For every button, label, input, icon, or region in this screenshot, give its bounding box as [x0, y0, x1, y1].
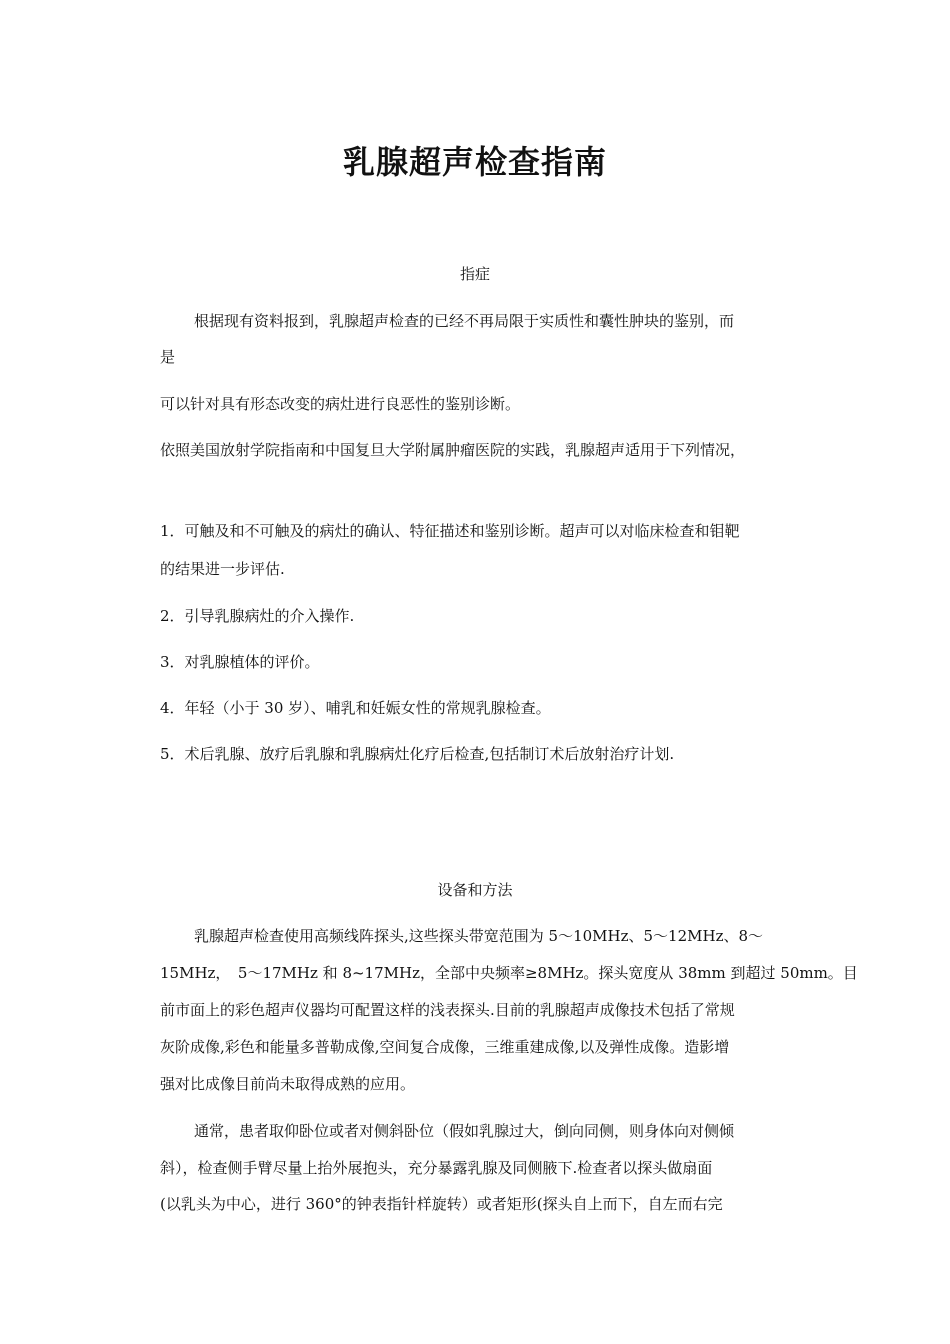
document-title: 乳腺超声检查指南 [342, 143, 607, 181]
paragraph-line: 乳腺超声检查使用高频线阵探头,这些探头带宽范围为 5～10MHz、5～12MHz、8～ [194, 927, 764, 945]
paragraph-line: 通常，患者取仰卧位或者对侧斜卧位（假如乳腺过大，倒向同侧，则身体向对侧倾 [194, 1122, 735, 1140]
list-item-line: 5．术后乳腺、放疗后乳腺和乳腺病灶化疗后检查,包括制订术后放射治疗计划. [160, 745, 675, 763]
paragraph-line: 根据现有资料报到，乳腺超声检查的已经不再局限于实质性和囊性肿块的鉴别，而 [194, 312, 735, 330]
list-item-line: 4．年轻（小于 30 岁）、哺乳和妊娠女性的常规乳腺检查。 [160, 699, 551, 717]
list-item-line: 3．对乳腺植体的评价。 [160, 653, 320, 671]
paragraph-line: 依照美国放射学院指南和中国复旦大学附属肿瘤医院的实践，乳腺超声适用于下列情况， [160, 441, 746, 459]
section-heading-indications: 指症 [459, 265, 490, 283]
paragraph-line: (以乳头为中心，进行 360°的钟表指针样旋转）或者矩形(探头自上而下，自左而右完 [160, 1195, 723, 1213]
paragraph-line: 前市面上的彩色超声仪器均可配置这样的浅表探头.目前的乳腺超声成像技术包括了常规 [160, 1001, 735, 1019]
list-item-line: 1．可触及和不可触及的病灶的确认、特征描述和鉴别诊断。超声可以对临床检查和钼靶 [160, 522, 740, 540]
list-item-line: 2．引导乳腺病灶的介入操作. [160, 607, 355, 625]
paragraph-line: 强对比成像目前尚未取得成熟的应用。 [160, 1075, 416, 1093]
section-heading-equipment: 设备和方法 [437, 881, 513, 899]
list-item-line: 的结果进一步评估. [160, 560, 285, 578]
paragraph-line: 是 [160, 348, 176, 366]
paragraph-line: 灰阶成像,彩色和能量多普勒成像,空间复合成像，三维重建成像,以及弹性成像。造影增 [160, 1038, 730, 1056]
paragraph-line: 可以针对具有形态改变的病灶进行良恶性的鉴别诊断。 [160, 395, 521, 413]
paragraph-line: 15MHz， 5～17MHz 和 8~17MHz，全部中央频率≥8MHz。探头宽度从 38mm 到超过 50mm。目 [160, 964, 858, 982]
paragraph-line: 斜），检查侧手臂尽量上抬外展抱头，充分暴露乳腺及同侧腋下.检查者以探头做扇面 [160, 1159, 713, 1177]
